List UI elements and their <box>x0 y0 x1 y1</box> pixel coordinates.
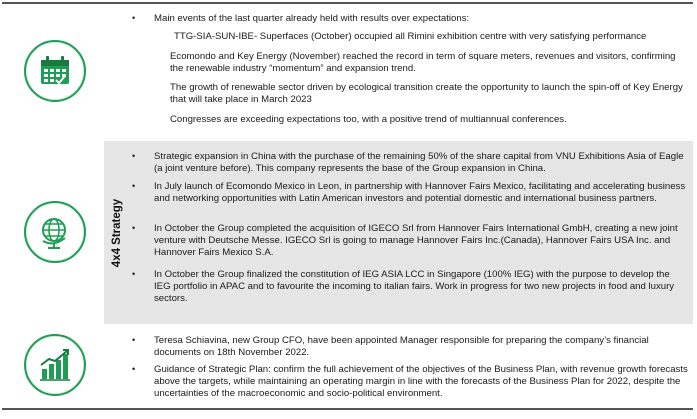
strategy-label-text: 4x4 Strategy <box>111 198 123 268</box>
main-events-text: Main events of the last quarter already held with results over expectations: <box>154 13 470 24</box>
bullet: • <box>132 364 136 374</box>
bullet: • <box>132 269 136 279</box>
bullet: • <box>132 223 136 233</box>
quarter-events-section <box>0 0 697 133</box>
china-expansion-text: Strategic expansion in China with the purchase of the remaining 50% of the share capital from VNU Exhibitions Asia of Eagle (a joint venture before). This company represents the base of the Group expansion in China. <box>154 151 684 175</box>
cfo-appointment-text: Teresa Schiavina, new Group CFO, have been appointed Manager responsible for preparing the company’s financial documents on 18th November 2022. <box>154 335 649 359</box>
bullet: • <box>132 151 136 161</box>
strategy-section <box>0 141 697 324</box>
bottom-divider <box>2 408 693 410</box>
sub-item-congresses: Congresses are exceeding expectations too, with a positive trend of multiannual conferences. <box>170 114 567 125</box>
sub-item-renewable: The growth of renewable sector driven by ecological transition create the opportunity to launch the spin-off of Key Energy that will take place in March 2023 <box>170 82 683 106</box>
bullet: • <box>132 181 136 191</box>
governance-section <box>0 330 697 408</box>
strategy-vertical-label <box>108 183 126 283</box>
calendar-icon <box>24 40 86 102</box>
guidance-text: Guidance of Strategic Plan: confirm the full achievement of the objectives of the Business Plan, with revenue growth forecasts above the targets, while maintaining an operating margin in line with the forecasts of the Business Plan for 2022, despite the uncertainties of the macroeconomic and socio-political environment. <box>154 364 688 400</box>
globe-icon <box>24 201 86 263</box>
bullet: • <box>132 13 136 23</box>
sub-item-ecomondo: Ecomondo and Key Energy (November) reached the record in term of square meters, revenues and visitors, confirming the renewable industry “momentum” and expansion trend. <box>170 51 676 75</box>
ecomondo-mexico-text: In July launch of Ecomondo Mexico in Leon, in partnership with Hannover Fairs Mexico, facilitating and accelerating business and networking opportunities with Latin American investors and potential domestic and international business partners. <box>154 181 686 205</box>
bullet: • <box>132 335 136 345</box>
igeco-acquisition-text: In October the Group completed the acquisition of IGECO Srl from Hannover Fairs International GmbH, creating a new joint venture with Deutsche Messe. IGECO Srl is going to manage Hannover Fairs Inc.(Canada), Hannover Fairs USA Inc. and Hannover Fairs Mexico S.A. <box>154 223 678 259</box>
ieg-asia-text: In October the Group finalized the constitution of IEG ASIA LCC in Singapore (100% IEG) with the purpose to develop the IEG portfolio in APAC and to favourite the incoming to italian fairs. Work in progress for two new projects in food and luxury sectors. <box>154 269 675 305</box>
sub-item-ttg: TTG-SIA-SUN-IBE- Superfaces (October) occupied all Rimini exhibition centre with very satisfying performance <box>174 31 647 42</box>
bar-chart-icon <box>24 334 86 396</box>
